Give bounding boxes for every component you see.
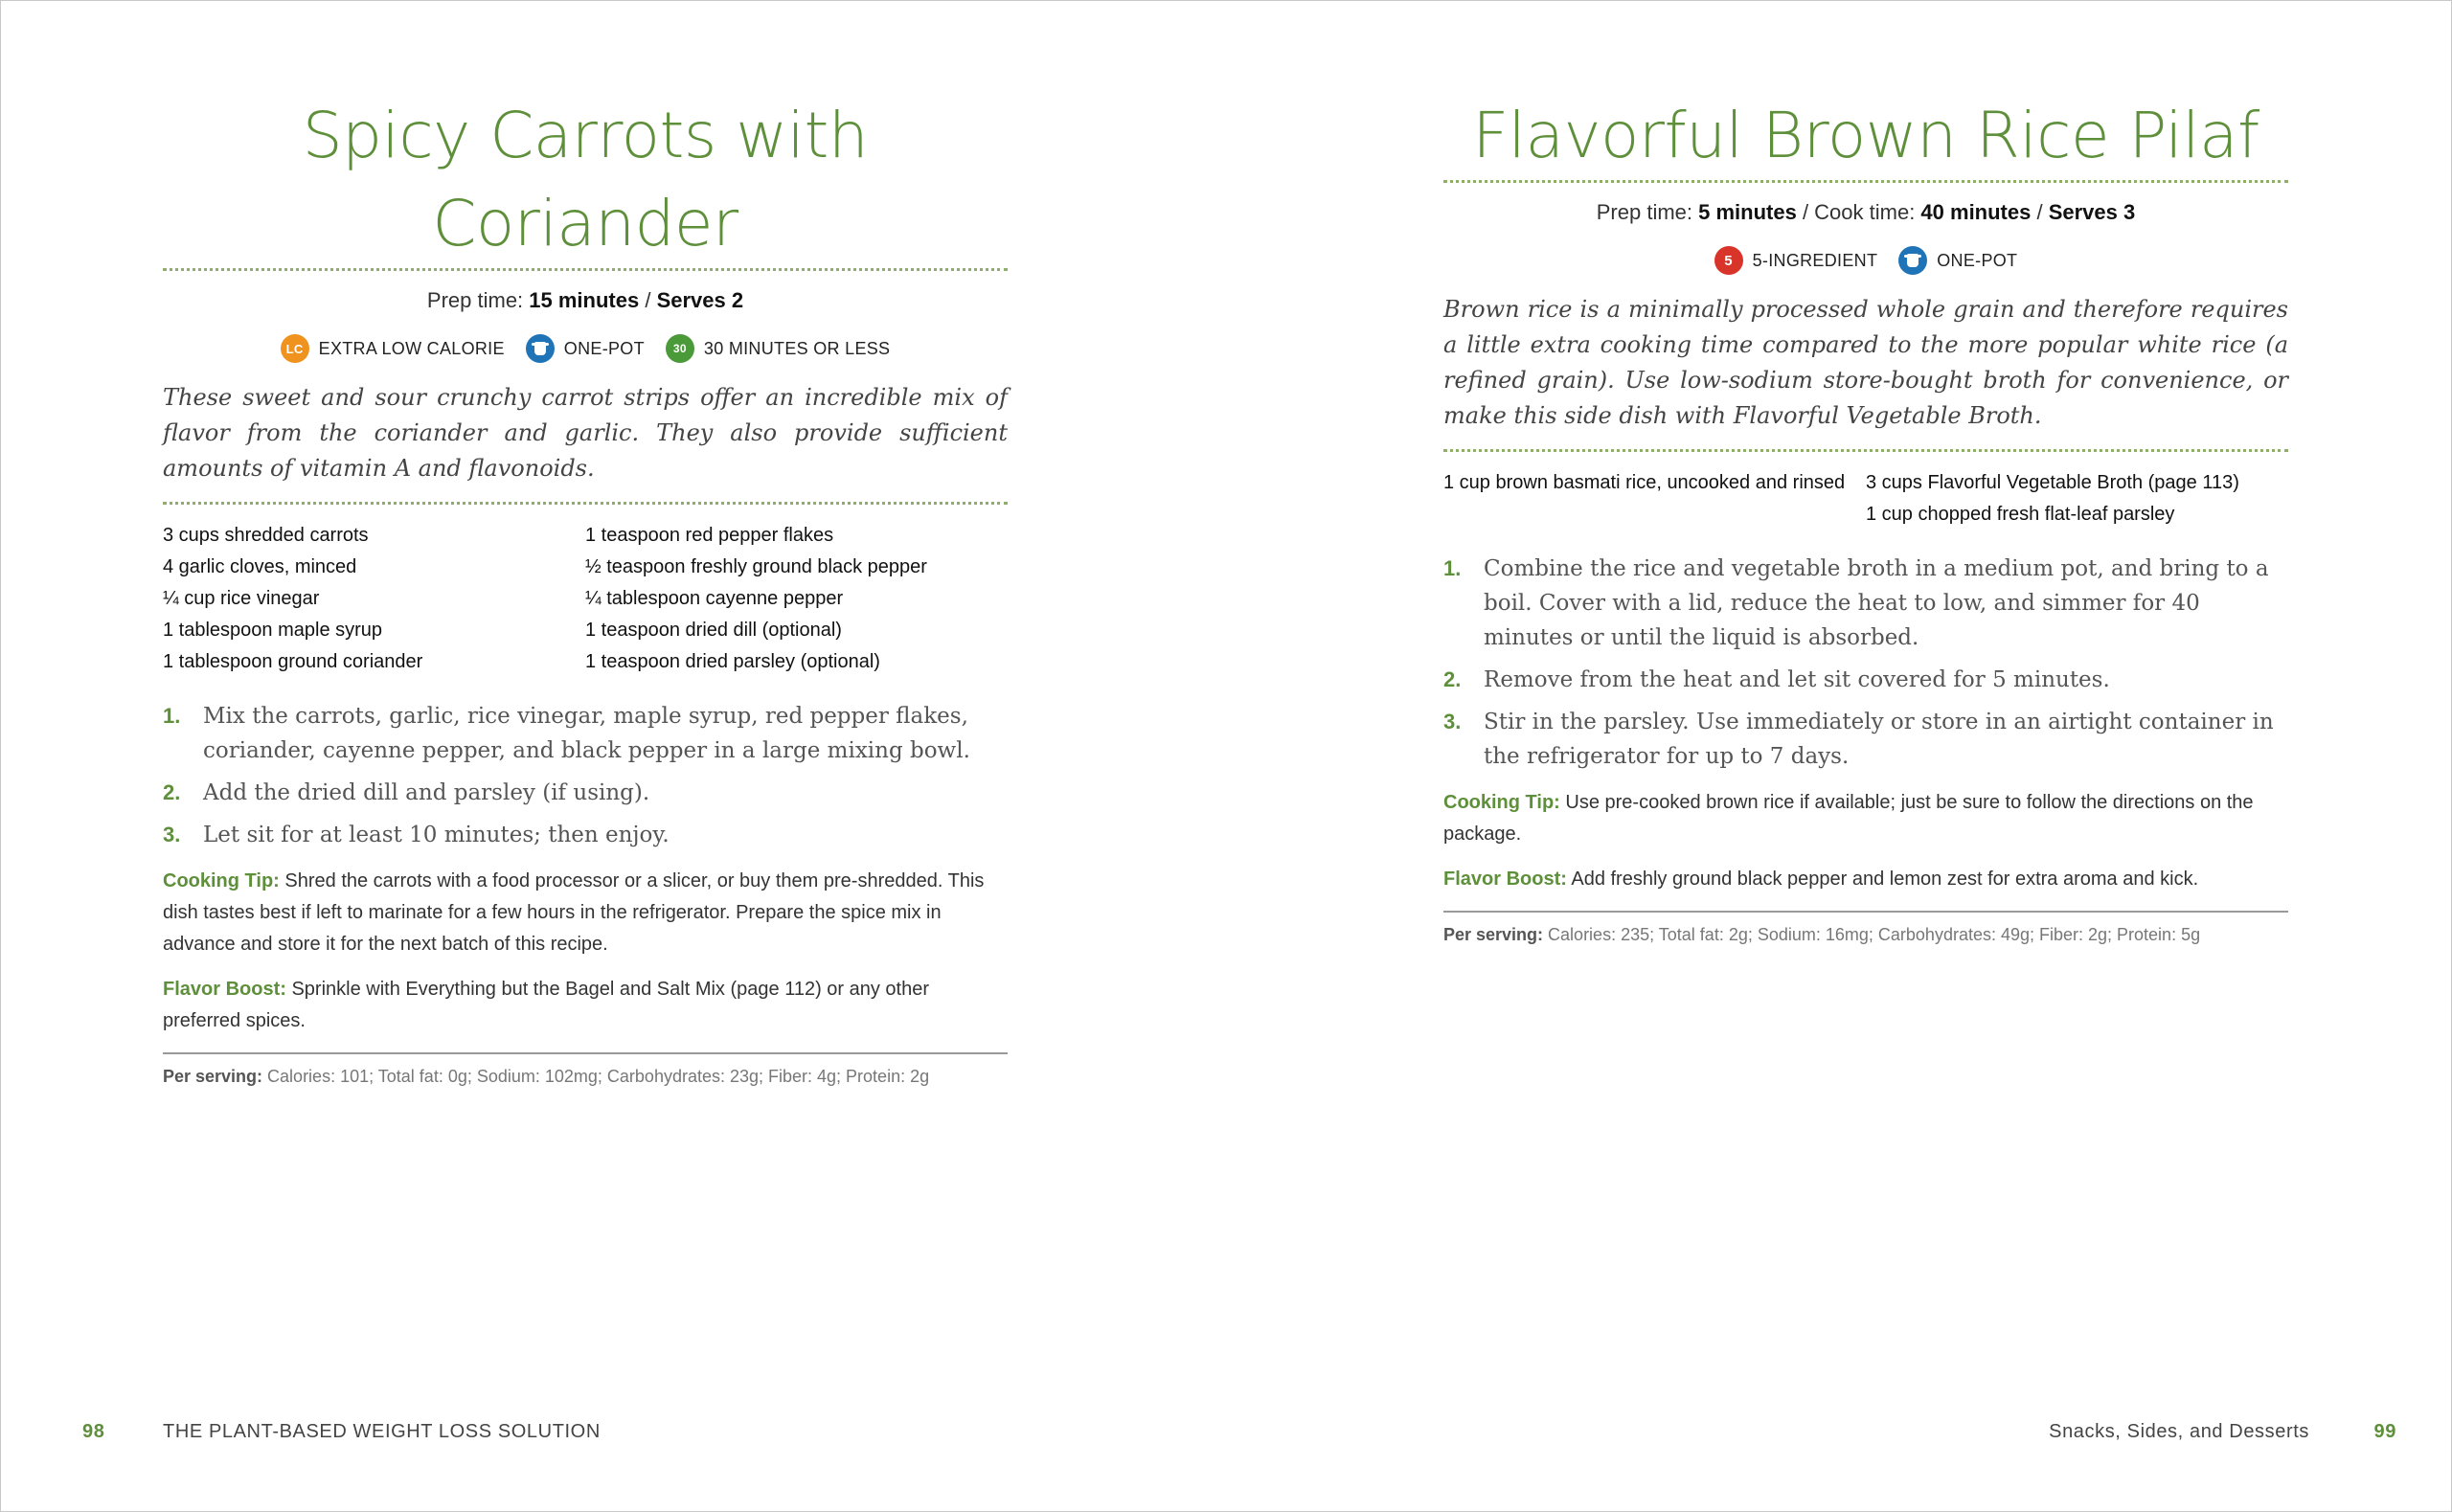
prep-label: Prep time: bbox=[1596, 200, 1699, 224]
cooking-tip bbox=[1443, 787, 2288, 850]
page-number: 98 bbox=[82, 1421, 105, 1442]
ingredient-item: 1 teaspoon dried parsley (optional) bbox=[585, 651, 880, 672]
running-head: Snacks, Sides, and Desserts bbox=[2049, 1421, 2309, 1442]
step-item bbox=[1443, 705, 2288, 774]
nutrition-label: Per serving: bbox=[1443, 925, 1544, 944]
flavor-boost bbox=[163, 974, 1008, 1037]
boost-label: Flavor Boost: bbox=[1443, 869, 1567, 890]
step-text: Stir in the parsley. Use immediately or store in an airtight container in the refrigerator for up to 7 days. bbox=[1484, 710, 2274, 769]
one-pot-icon bbox=[1898, 246, 1927, 275]
badge-5-ingredient bbox=[1714, 246, 1878, 275]
badge-extra-low-calorie bbox=[281, 334, 505, 363]
step-item bbox=[1443, 552, 2288, 655]
prep-line bbox=[163, 286, 1008, 315]
ingredient-item: 1 tablespoon maple syrup bbox=[163, 620, 383, 641]
step-number: 1. bbox=[163, 704, 181, 728]
badge-one-pot bbox=[526, 334, 645, 363]
prep-label: Prep time: bbox=[426, 288, 530, 312]
boost-text: Sprinkle with Everything but the Bagel and Salt Mix (page 112) or any other preferred spices. bbox=[163, 979, 930, 1031]
nutrition-text: Calories: 101; Total fat: 0g; Sodium: 102mg; Carbohydrates: 23g; Fiber: 4g; Protein: 2g bbox=[262, 1067, 930, 1086]
steps-list bbox=[163, 699, 1008, 852]
step-item bbox=[163, 818, 1008, 852]
boost-label: Flavor Boost: bbox=[163, 979, 286, 1000]
solid-divider bbox=[1443, 911, 2288, 913]
badge-row bbox=[1443, 246, 2288, 275]
step-item bbox=[163, 776, 1008, 810]
step-text: Combine the rice and vegetable broth in a medium pot, and bring to a boil. Cover with a lid, reduce the heat to low, and simmer for 40 minutes or until the liquid is absorbed. bbox=[1484, 556, 2269, 650]
step-text: Remove from the heat and let sit covered for 5 minutes. bbox=[1484, 667, 2110, 692]
5-ingredient-icon: 5 bbox=[1714, 246, 1743, 275]
ingredients-col-1 bbox=[163, 520, 585, 678]
step-number: 3. bbox=[1443, 710, 1462, 733]
step-item bbox=[1443, 663, 2288, 697]
nutrition-text: Calories: 235; Total fat: 2g; Sodium: 16mg; Carbohydrates: 49g; Fiber: 2g; Protein: 5g bbox=[1543, 925, 2201, 944]
ingredients-col-2 bbox=[1866, 467, 2288, 530]
step-number: 1. bbox=[1443, 556, 1462, 580]
badge-label: 30 MINUTES OR LESS bbox=[703, 338, 891, 358]
badge-label: ONE-POT bbox=[563, 338, 645, 358]
recipe-title: Flavorful Brown Rice Pilaf bbox=[1472, 99, 2259, 172]
serves-value: Serves 2 bbox=[656, 288, 744, 312]
solid-divider bbox=[163, 1052, 1008, 1054]
ingredient-item: 1 tablespoon ground coriander bbox=[163, 651, 423, 672]
step-number: 3. bbox=[163, 823, 181, 846]
step-number: 2. bbox=[1443, 667, 1462, 691]
ingredients-col-2 bbox=[585, 520, 1008, 678]
separator: / bbox=[2031, 200, 2049, 224]
ingredient-item: ¼ cup rice vinegar bbox=[163, 588, 320, 609]
recipe-title: Spicy Carrots with Coriander bbox=[302, 99, 869, 260]
badge-row bbox=[163, 334, 1008, 363]
prep-line bbox=[1443, 198, 2288, 227]
ingredient-item: ½ teaspoon freshly ground black pepper bbox=[585, 556, 927, 577]
prep-value: 5 minutes bbox=[1698, 200, 1797, 224]
step-text: Add the dried dill and parsley (if using). bbox=[203, 780, 650, 805]
boost-text: Add freshly ground black pepper and lemon zest for extra aroma and kick. bbox=[1566, 869, 2199, 890]
badge-one-pot bbox=[1898, 246, 2017, 275]
cook-value: 40 minutes bbox=[1920, 200, 2032, 224]
30-minutes-icon: 30 bbox=[666, 334, 694, 363]
dotted-divider bbox=[1443, 449, 2288, 452]
ingredients-col-1 bbox=[1443, 467, 1866, 530]
nutrition-info bbox=[163, 1064, 1008, 1089]
one-pot-icon bbox=[526, 334, 555, 363]
serves-value: Serves 3 bbox=[2048, 200, 2136, 224]
recipe-intro: Brown rice is a minimally processed whole grain and therefore requires a little extra cooking time compared to the more popular white rice (a refined grain). Use low-sodium store-bought broth for convenience, or make this side dish with Flavorful Vegetable Broth. bbox=[1443, 296, 2288, 429]
recipe-column-left bbox=[163, 92, 1008, 1089]
badge-30-minutes bbox=[666, 334, 890, 363]
tip-label: Cooking Tip: bbox=[1443, 792, 1560, 813]
nutrition-label: Per serving: bbox=[163, 1067, 263, 1086]
prep-value: 15 minutes bbox=[529, 288, 640, 312]
recipe-intro: These sweet and sour crunchy carrot strips offer an incredible mix of flavor from the coriander and garlic. They also provide sufficient amounts of vitamin A and flavonoids. bbox=[163, 384, 1008, 482]
nutrition-info bbox=[1443, 922, 2288, 947]
step-number: 2. bbox=[163, 780, 181, 804]
ingredient-item: 3 cups shredded carrots bbox=[163, 525, 369, 546]
tip-text: Use pre-cooked brown rice if available; just be sure to follow the directions on the package. bbox=[1443, 792, 2254, 845]
ingredient-item: 3 cups Flavorful Vegetable Broth (page 113) bbox=[1866, 472, 2239, 493]
running-head: THE PLANT-BASED WEIGHT LOSS SOLUTION bbox=[163, 1421, 601, 1442]
ingredient-item: 1 cup brown basmati rice, uncooked and rinsed bbox=[1443, 472, 1846, 493]
ingredient-item: 4 garlic cloves, minced bbox=[163, 556, 357, 577]
lc-icon: LC bbox=[281, 334, 309, 363]
dotted-divider bbox=[1443, 180, 2288, 183]
flavor-boost bbox=[1443, 864, 2288, 895]
step-item bbox=[163, 699, 1008, 768]
separator: / bbox=[639, 288, 657, 312]
step-text: Let sit for at least 10 minutes; then enjoy. bbox=[203, 823, 670, 847]
page-number: 99 bbox=[2373, 1421, 2396, 1442]
step-text: Mix the carrots, garlic, rice vinegar, maple syrup, red pepper flakes, coriander, cayenne pepper, and black pepper in a large mixing bowl. bbox=[203, 704, 970, 763]
badge-label: ONE-POT bbox=[1937, 250, 2018, 270]
dotted-divider bbox=[163, 502, 1008, 505]
ingredient-item: 1 teaspoon red pepper flakes bbox=[585, 525, 834, 546]
ingredient-item: 1 teaspoon dried dill (optional) bbox=[585, 620, 842, 641]
badge-label: 5-INGREDIENT bbox=[1752, 250, 1878, 270]
right-page bbox=[1226, 0, 2452, 1512]
ingredients bbox=[163, 520, 1008, 678]
dotted-divider bbox=[163, 268, 1008, 271]
badge-label: EXTRA LOW CALORIE bbox=[318, 338, 505, 358]
tip-text: Shred the carrots with a food processor or a slicer, or buy them pre-shredded. This dish tastes best if left to marinate for a few hours in the refrigerator. Prepare the spice mix in advance and store it for the next batch of this recipe. bbox=[163, 870, 985, 955]
recipe-column-right bbox=[1443, 92, 2288, 947]
cooking-tip bbox=[163, 866, 1008, 960]
ingredient-item: ¼ tablespoon cayenne pepper bbox=[585, 588, 844, 609]
ingredient-item: 1 cup chopped fresh flat-leaf parsley bbox=[1866, 504, 2175, 525]
ingredients bbox=[1443, 467, 2288, 530]
steps-list bbox=[1443, 552, 2288, 774]
cook-label: / Cook time: bbox=[1796, 200, 1921, 224]
tip-label: Cooking Tip: bbox=[163, 870, 280, 891]
